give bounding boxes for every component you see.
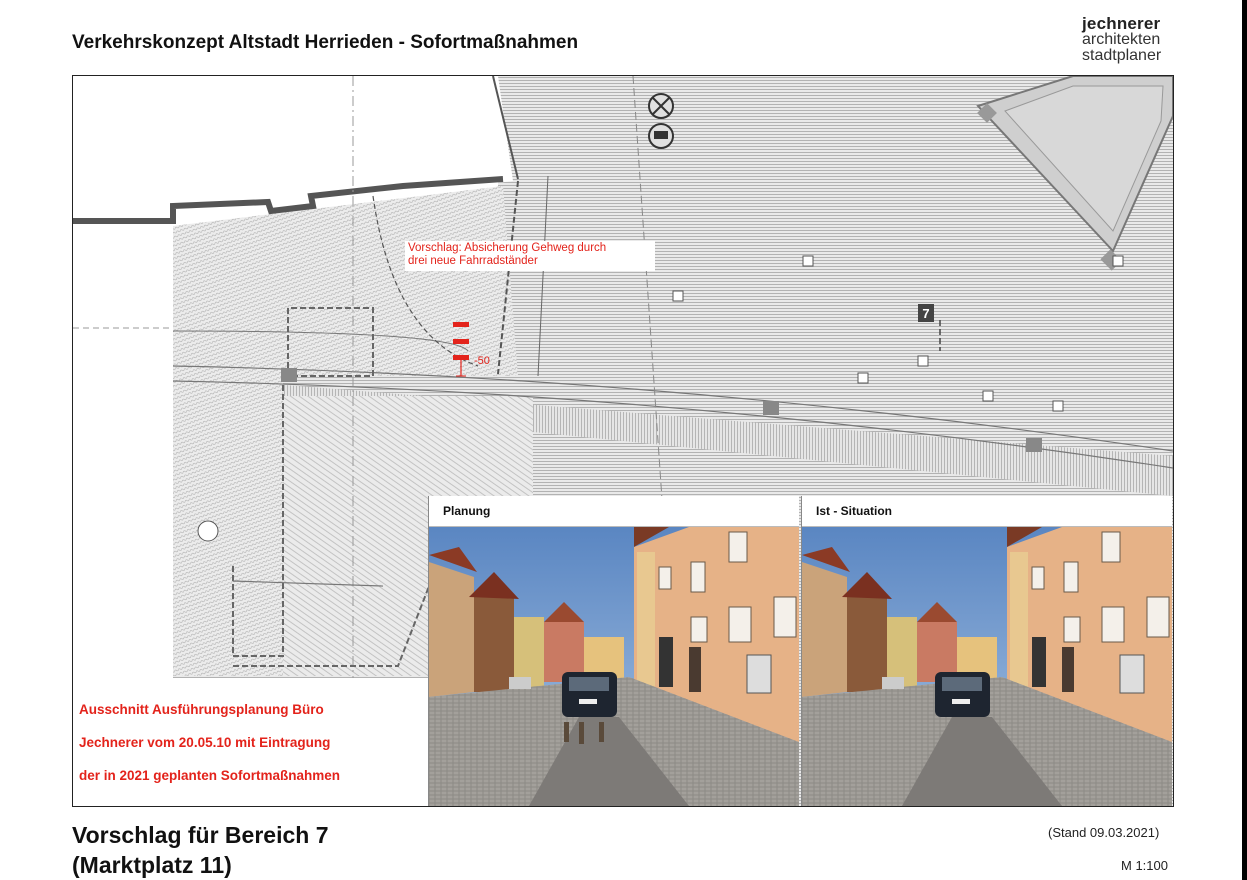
page-edge — [1242, 0, 1247, 880]
drawing-scale: M 1:100 — [1121, 858, 1168, 873]
dimension-label: -50 — [474, 355, 490, 367]
current-situation-label: Ist - Situation — [816, 504, 892, 518]
planning-photo-panel — [428, 496, 799, 806]
section-title-line-2: (Marktplatz 11) — [72, 852, 232, 878]
revision-date: (Stand 09.03.2021) — [1048, 825, 1160, 840]
proposal-annotation — [405, 241, 655, 271]
proposal-line-2: drei neue Fahrradständer — [408, 255, 538, 267]
zone-marker: 7 — [922, 306, 930, 321]
planning-label: Planung — [443, 504, 491, 518]
document-title: Verkehrskonzept Altstadt Herrieden - Sofortmaßnahmen — [72, 32, 579, 53]
excerpt-line-1: Ausschnitt Ausführungsplanung Büro — [79, 702, 324, 717]
cobble-area-left — [173, 376, 283, 676]
excerpt-note — [73, 678, 428, 806]
proposal-line-1: Vorschlag: Absicherung Gehweg durch — [408, 242, 607, 254]
company-logo — [1082, 16, 1161, 64]
excerpt-line-2: Jechnerer vom 20.05.10 mit Eintragung — [79, 735, 331, 750]
current-photo-panel — [801, 496, 1172, 806]
logo-line-3: stadtplaner — [1082, 47, 1162, 64]
section-title-line-1: Vorschlag für Bereich 7 — [72, 822, 329, 848]
excerpt-line-3: der in 2021 geplanten Sofortmaßnahmen — [79, 768, 341, 783]
logo-line-2: architekten — [1082, 31, 1161, 48]
logo-line-1: jechnerer — [1082, 14, 1161, 33]
current-photo — [802, 527, 1172, 806]
building-footprint-left — [73, 241, 173, 681]
site-plan-frame — [72, 75, 1174, 807]
planning-photo — [429, 527, 799, 806]
section-title — [72, 820, 329, 880]
